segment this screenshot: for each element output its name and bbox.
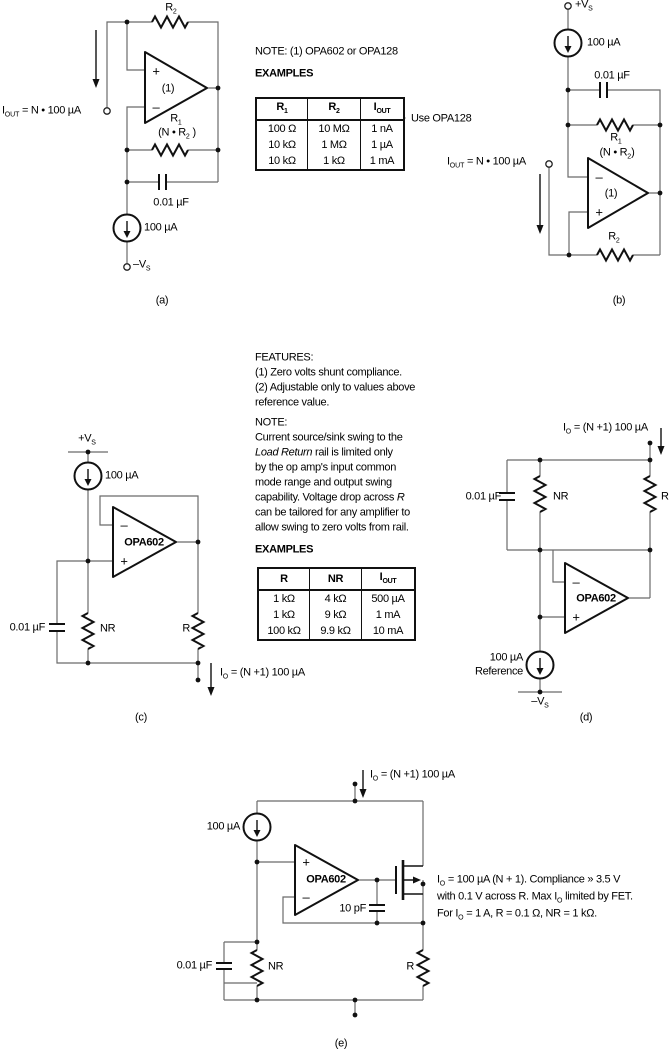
examples-heading-2: EXAMPLES (255, 543, 314, 556)
d-source-label-1: 100 µA (489, 651, 523, 664)
table-cell: 4 kΩ (310, 590, 362, 607)
c-io-label: $I_O = (N +1)$ 100 µA (220, 666, 305, 681)
d-opamp-minus: – (572, 574, 580, 590)
column-header: R (258, 568, 310, 590)
note2-line-6: can be tailored for any amplifier to (255, 506, 410, 519)
b-opamp-minus: – (595, 169, 603, 185)
a-opamp-plus: + (152, 63, 160, 79)
c-source-label: 100 µA (105, 469, 139, 482)
e-10pf-label: 10 pF (339, 902, 366, 915)
b-r1-value: (N • $R_2$) (599, 146, 635, 161)
d-opamp-name: OPA602 (576, 592, 616, 605)
c-caption: (c) (135, 711, 147, 724)
column-header: $I_{OUT}$ (361, 98, 405, 120)
examples-heading-1: EXAMPLES (255, 67, 314, 80)
c-opamp-name: OPA602 (124, 536, 164, 549)
b-vpos-label: $+V_S$ (575, 0, 593, 13)
table-cell: 10 kΩ (268, 138, 296, 151)
a-r1-label: $R_1$ (170, 112, 182, 127)
d-vneg-label: $-V_S$ (531, 695, 549, 710)
note2-line-5: capability. Voltage drop across R (255, 491, 405, 504)
b-opamp-plus: + (595, 204, 603, 220)
table-cell: 9.9 kΩ (310, 623, 362, 640)
d-source-label-2: Reference (474, 665, 523, 678)
e-cap-label: 0.01 µF (176, 959, 212, 972)
e-nr-label: NR (268, 960, 284, 973)
table-cell: 100 kΩ (267, 624, 301, 637)
b-r1-label: $R_1$ (610, 131, 622, 146)
use-opa128-callout: Use OPA128 (411, 112, 472, 125)
note2-heading: NOTE: (255, 416, 288, 429)
table-cell: 10 kΩ (268, 154, 296, 167)
d-io-label: $I_O = (N +1)$ 100 µA (563, 421, 648, 436)
b-caption: (b) (612, 294, 626, 307)
d-r-label: R (661, 490, 669, 503)
table-cell: 10 mA (362, 623, 416, 640)
e-caption: (e) (334, 1037, 348, 1050)
table-cell: 1 kΩ (308, 153, 361, 170)
a-vneg-label: $-V_S$ (133, 258, 151, 273)
a-caption: (a) (155, 294, 169, 307)
features-item-1: (1) Zero volts shunt compliance. (255, 366, 402, 379)
a-cap-label: 0.01 µF (153, 196, 189, 209)
b-source-label: 100 µA (587, 36, 621, 49)
e-note-line-1: $I_O = 100$ µA (N + 1). Compliance » 3.5 V (437, 873, 621, 888)
d-caption: (d) (579, 711, 593, 724)
table-cell: 1 mA (362, 607, 416, 623)
table-cell: 100 Ω (267, 122, 297, 135)
table-cell: 1 kΩ (273, 608, 295, 621)
a-iout-label: $I_{OUT} = N$ • 100 µA (2, 104, 81, 119)
e-opamp-minus: – (302, 889, 310, 905)
note1-line: NOTE: (1) OPA602 or OPA128 (255, 45, 398, 58)
b-r2-label: $R_2$ (608, 230, 620, 245)
features-item-2: (2) Adjustable only to values above (255, 381, 416, 394)
c-nr-label: NR (100, 622, 116, 635)
table-cell: 1 nA (361, 120, 405, 137)
d-nr-label: NR (553, 490, 569, 503)
note2-line-1: Current source/sink swing to the (255, 431, 403, 444)
note2-line-7: allow swing to zero volts from rail. (255, 521, 409, 534)
column-header: $I_{OUT}$ (362, 568, 416, 590)
a-opamp-designator: (1) (161, 82, 175, 95)
e-opamp-name: OPA602 (306, 873, 346, 886)
column-header: $R_2$ (308, 98, 361, 120)
a-source-label: 100 µA (144, 221, 178, 234)
a-opamp-minus: – (152, 99, 160, 115)
a-r2-label: $R_2$ (165, 1, 177, 16)
e-note-line-3: For $I_O = 1$ A, R = 0.1 Ω, NR = 1 kΩ. (437, 907, 597, 922)
note2-line-3: by the op amp's input common (255, 461, 397, 474)
c-r-label: R (182, 622, 190, 635)
c-vpos-label: $+V_S$ (78, 432, 96, 447)
table-cell: 10 MΩ (308, 120, 361, 137)
note2-line-2: Load Return rail is limited only (255, 446, 393, 459)
note2-line-4: mode range and output swing (255, 476, 392, 489)
table-cell: 1 kΩ (273, 592, 295, 605)
e-opamp-plus: + (302, 854, 310, 870)
column-header: $R_1$ (256, 98, 308, 120)
table-cell: 1 µA (361, 137, 405, 153)
e-note-line-2: with 0.1 V across R. Max $I_O$ limited by FET. (437, 890, 633, 905)
b-iout-label: $I_{OUT} = N$ • 100 µA (447, 155, 526, 170)
b-cap-label: 0.01 µF (594, 69, 630, 82)
table-cell: 1 MΩ (308, 137, 361, 153)
c-opamp-plus: + (120, 553, 128, 569)
table-cell: 9 kΩ (310, 607, 362, 623)
e-io-label: $I_O = (N +1)$ 100 µA (370, 768, 455, 783)
features-heading: FEATURES: (255, 351, 314, 364)
features-item-3: reference value. (255, 396, 330, 409)
d-opamp-plus: + (572, 609, 580, 625)
column-header: NR (310, 568, 362, 590)
table-cell: 500 µA (362, 590, 416, 607)
e-r-label: R (406, 960, 414, 973)
d-cap-label: 0.01 µF (465, 490, 501, 503)
b-opamp-designator: (1) (604, 187, 618, 200)
table-cell: 1 mA (361, 153, 405, 170)
c-opamp-minus: – (120, 517, 128, 533)
e-source-label: 100 µA (206, 820, 240, 833)
a-r1-value: (N • $R_2$ ) (158, 126, 196, 141)
c-cap-label: 0.01 µF (9, 621, 45, 634)
